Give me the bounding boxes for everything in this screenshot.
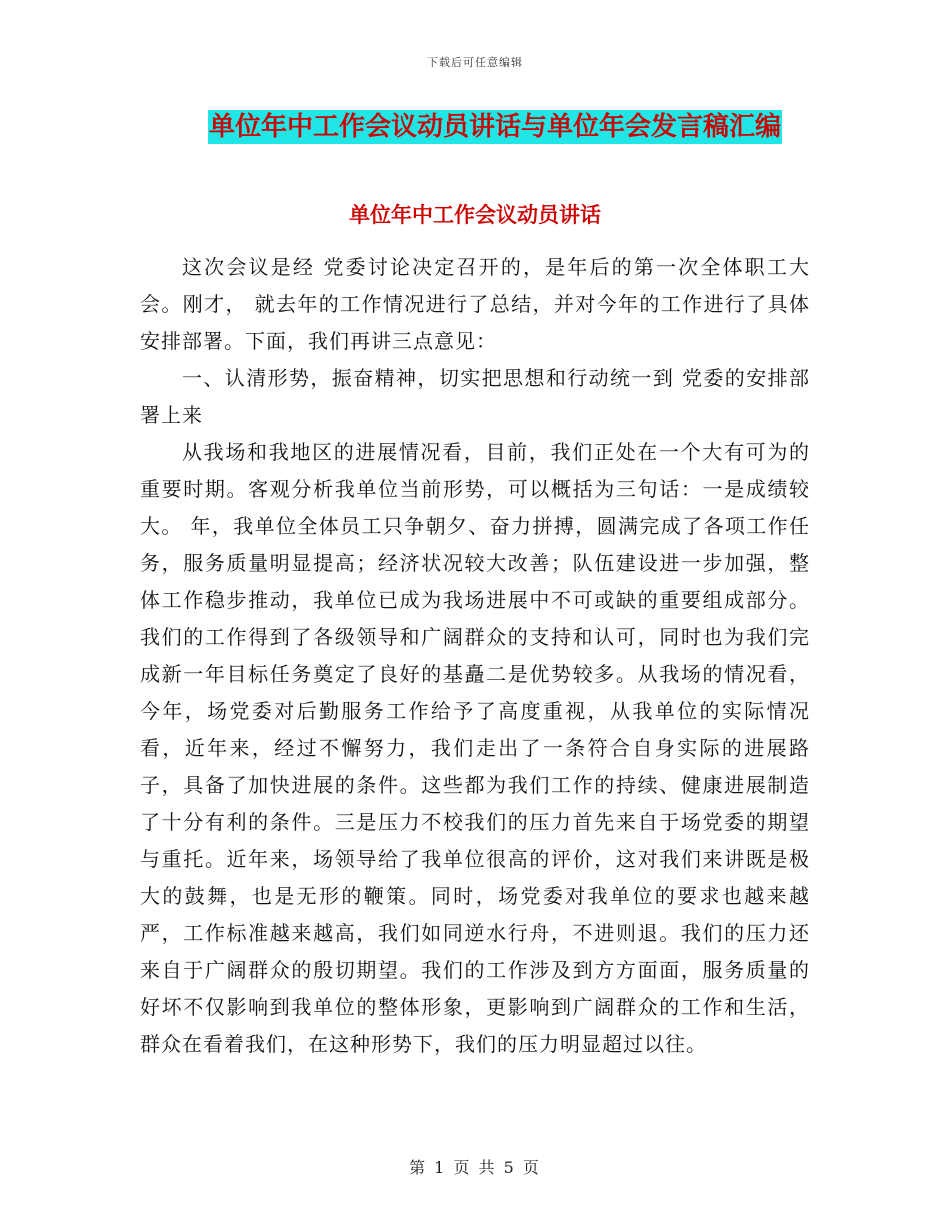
main-title: 单位年中工作会议动员讲话与单位年会发言稿汇编 [209,112,782,142]
section-title: 单位年中工作会议动员讲话 [349,203,601,227]
header-note: 下载后可任意编辑 [427,56,523,69]
paragraph-heading-one: 一、认清形势，振奋精神，切实把思想和行动统一到 党委的安排部署上来 [140,366,810,427]
paragraph-intro: 这次会议是经 党委讨论决定召开的，是年后的第一次全体职工大会。刚才， 就去年的工作情况进行了总结，并对今年的工作进行了具体安排部署。下面，我们再讲三点意见： [140,255,810,353]
document-body [140,249,810,1063]
main-title-container [208,110,788,144]
page-number-footer: 第 1 页 共 5 页 [409,1158,541,1177]
paragraph-situation: 从我场和我地区的进展情况看，目前，我们正处在一个大有可为的重要时期。客观分析我单位当前形势，可以概括为三句话：一是成绩较大。 年，我单位全体员工只争朝夕、奋力拼搏，圆满完成了各项工作任务，服务质量明显提高；经济状况较大改善；队伍建设进一步加强，整体工作稳步推动，我单位已成为我场进展中不可或缺的重要组成部分。我们的工作得到了各级领导和广阔群众的支持和认可，同时也为我们完成新一年目标任务奠定了良好的基矗二是优势较多。从我场的情况看，今年，场党委对后勤服务工作给予了高度重视，从我单位的实际情况看，近年来，经过不懈努力，我们走出了一条符合自身实际的进展路子，具备了加快进展的条件。这些都为我们工作的持续、健康进展制造了十分有利的条件。三是压力不校我们的压力首先来自于场党委的期望与重托。近年来，场领导给了我单位很高的评价，这对我们来讲既是极大的鼓舞，也是无形的鞭策。同时，场党委对我单位的要求也越来越严，工作标准越来越高，我们如同逆水行舟，不进则退。我们的压力还来自于广阔群众的殷切期望。我们的工作涉及到方方面面，服务质量的好坏不仅影响到我单位的整体形象，更影响到广阔群众的工作和生活，群众在看着我们，在这种形势下，我们的压力明显超过以往。 [140,440,810,1056]
